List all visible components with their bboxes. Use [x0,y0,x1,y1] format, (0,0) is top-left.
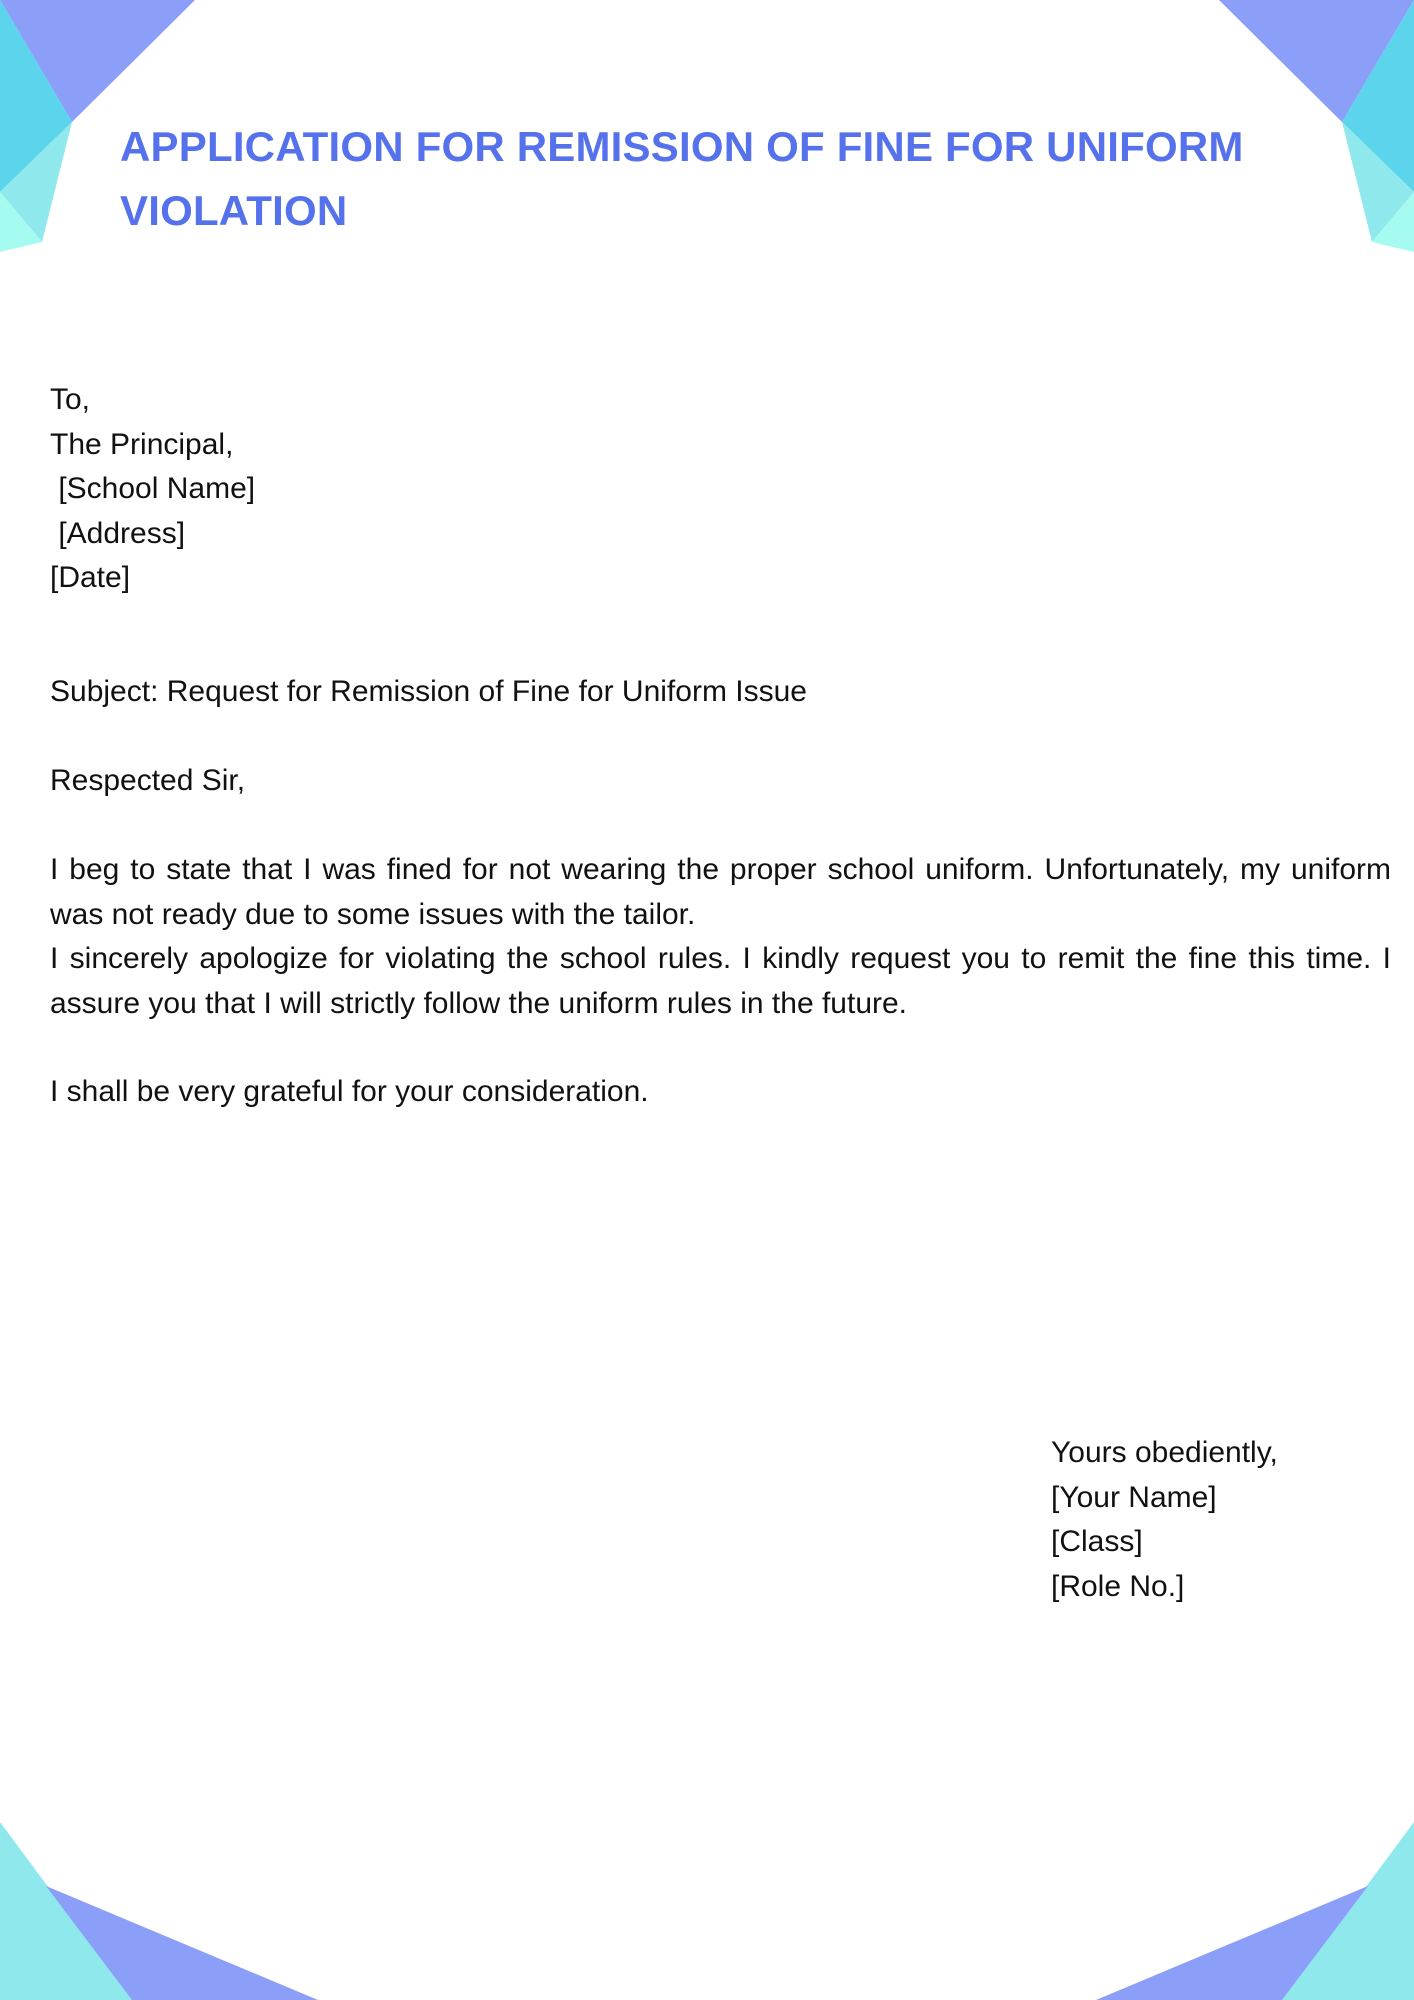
recipient-school-name-line: [School Name] [50,472,256,505]
body-paragraph-2: I sincerely apologize for violating the school rules. I kindly request you to remit the fine this time. I assure you that I will strictly follow the uniform rules in the future. [50,942,1391,1020]
page-title: APPLICATION FOR REMISSION OF FINE FOR UNIFORM VIOLATION [120,123,1244,234]
letter-date-line: [Date] [50,561,131,594]
sender-class-line: [Class] [1051,1525,1143,1558]
signoff-line: Yours obediently, [1051,1436,1278,1469]
bottom-left-corner-decoration [0,1822,318,2000]
recipient-address-block [50,378,650,601]
signature-block [1051,1431,1391,1609]
sender-roll-line: [Role No.] [1051,1569,1185,1603]
sender-name-line: [Your Name] [1051,1480,1217,1514]
bottom-right-corner-decoration [1096,1822,1414,2000]
letter-body [50,848,1391,1026]
recipient-address-line: [Address] [50,516,186,550]
recipient-title-line: The Principal, [50,427,234,461]
subject-line: Subject: Request for Remission of Fine for Uniform Issue [50,675,807,708]
salutation: Respected Sir, [50,764,246,797]
recipient-to-line: To, [50,383,91,416]
closing-sentence: I shall be very grateful for your consideration. [50,1075,649,1108]
body-paragraph-1: I beg to state that I was fined for not wearing the proper school uniform. Unfortunately, my uniform was not ready due to some issues with the tailor. [50,853,1391,931]
